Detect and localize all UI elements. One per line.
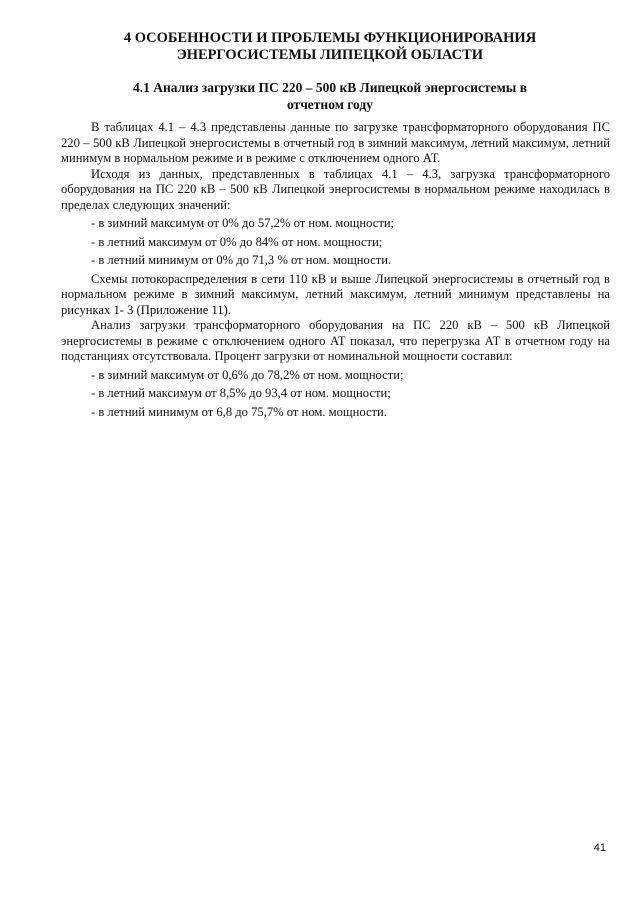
paragraph-1: В таблицах 4.1 – 4.3 представлены данные по загрузке трансформаторного оборудования ПС 220 – 500 кВ Липецкой энергосистемы в отчетный год в зимний максимум, летний максимум, летний минимум в нормальном режиме и в режиме с отключением одного АТ. <box>61 120 610 165</box>
paragraph-3: Схемы потокораспределения в сети 110 кВ и выше Липецкой энергосистемы в отчетный год в нормальном режиме в зимний максимум, летний максимум, летний минимум представлены на рисунках 1- 3 (Приложение 11). <box>61 271 610 317</box>
body-text <box>61 120 610 420</box>
chapter-title-line-1: 4 ОСОБЕННОСТИ И ПРОБЛЕМЫ ФУНКЦИОНИРОВАНИЯ <box>123 30 537 46</box>
list-item: - в летний максимум от 0% до 84% от ном. мощности; <box>91 234 383 249</box>
list-item: - в летний минимум от 6,8 до 75,7% от ном. мощности. <box>91 404 387 419</box>
list-item: - в зимний максимум от 0% до 57,2% от ном. мощности; <box>91 216 395 230</box>
list-item: - в летний минимум от 0% до 71,3 % от ном. мощности. <box>91 253 392 267</box>
section-title <box>120 79 540 113</box>
list-item: - в летний максимум от 8,5% до 93,4 от ном. мощности; <box>91 386 391 400</box>
chapter-title-line-2: ЭНЕРГОСИСТЕМЫ ЛИПЕЦКОЙ ОБЛАСТИ <box>176 47 484 63</box>
paragraph-4: Анализ загрузки трансформаторного оборудования на ПС 220 кВ – 500 кВ Липецкой энергосистемы в режиме с отключением одного АТ показал, что перегрузка АТ в отчетном году на подстанциях отсутствовала. Процент загрузки от номинальной мощности составил: <box>61 318 610 363</box>
list-item: - в зимний максимум от 0,6% до 78,2% от ном. мощности; <box>91 367 404 382</box>
section-title-line-2: отчетном году <box>286 97 374 112</box>
chapter-title <box>60 30 600 64</box>
paragraph-2: Исходя из данных, представленных в таблицах 4.1 – 4.3, загрузка трансформаторного оборудования на ПС 220 кВ – 500 кВ Липецкой энергосистемы в нормальном режиме находилась в пределах следующих значений: <box>61 166 610 212</box>
section-title-line-1: 4.1 Анализ загрузки ПС 220 – 500 кВ Липецкой энергосистемы в <box>132 80 528 95</box>
page-number: 41 <box>593 842 606 854</box>
